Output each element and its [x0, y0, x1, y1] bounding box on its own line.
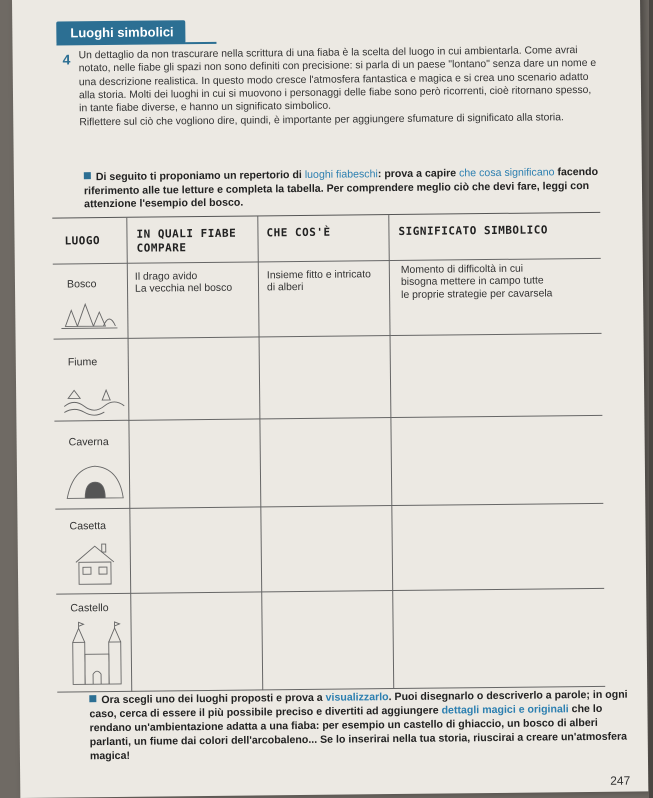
- outro-text-3: che lo rendano un'ambientazione adatta a una fiaba: per esempio un castello di ghiaccio, un bosco di alberi parlanti, un fiume dai colori dell'arcobaleno... Se lo inserirai nella tua storia, riuscirai a creare un'atmosfera magica!: [89, 702, 628, 763]
- table-column-line: [257, 216, 263, 690]
- cave-icon: [63, 462, 127, 503]
- header-cose: CHE COS'È: [266, 225, 331, 240]
- cell-cose-bosco: Insieme fitto e intricato di alberi: [266, 269, 371, 294]
- task-text-2: : prova a capire: [377, 167, 460, 181]
- bullet-icon: [89, 695, 96, 702]
- section-underline: [56, 42, 216, 46]
- table-divider: [54, 333, 602, 340]
- house-icon: [70, 540, 120, 589]
- adjacent-page-edge: [649, 0, 653, 798]
- header-fiabe: IN QUALI FIABE COMPARE: [136, 226, 237, 255]
- exercise-intro: [79, 44, 600, 131]
- table-divider: [54, 415, 602, 422]
- intro-paragraph-2: Riflettere sul ciò che vogliono dire, quindi, è importante per aggiungere sfumature di significato alla storia.: [79, 112, 564, 129]
- intro-paragraph-1: Un dettaglio da non trascurare nella scrittura di una fiaba è la scelta del luogo in cui ambientarla. Come avrai notato, nelle fiabe gli spazi non sono definiti con precisione: si parla di un paese "lontano" senza dare un nome e una descrizione realistica. In questo modo cresce l'atmosfera fantastica e magica e si crea uno scenario adatto alla storia. Molti dei luoghi in cui si muovono i personaggi delle fiabe sono però ricorrenti, cioè ritornano spesso, in tante fiabe diverse, e hanno un significato simbolico.: [78, 45, 597, 115]
- table-column-line: [126, 218, 132, 692]
- forest-icon: [59, 296, 119, 333]
- symbol-table: [52, 212, 605, 693]
- place-bosco: Bosco: [66, 278, 97, 291]
- task-highlight-2: che cosa significano: [459, 166, 555, 180]
- exercise-outro: [89, 688, 630, 764]
- exercise-task: [84, 166, 604, 212]
- exercise-number: 4: [62, 51, 71, 68]
- outro-highlight-1: visualizzarlo: [325, 691, 389, 704]
- task-highlight-1: luoghi fiabeschi: [304, 168, 378, 181]
- cell-fiabe-bosco: Il drago avido La vecchia nel bosco: [134, 271, 233, 296]
- task-text-3: facendo riferimento alle tue letture e completa la tabella. Per comprendere meglio ciò che devi fare, leggi con attenzione l'esempio del bosco.: [83, 165, 599, 211]
- place-fiume: Fiume: [67, 356, 98, 369]
- river-icon: [62, 384, 126, 417]
- section-title: Luoghi simbolici: [56, 20, 186, 44]
- header-luogo: LUOGO: [64, 234, 101, 248]
- outro-highlight-2: dettagli magici e originali: [441, 703, 569, 717]
- outro-text-2: . Puoi disegnarlo o descriverlo a parole; in ogni caso, cerca di essere il più possibile preciso e divertiti ad aggiungere: [89, 688, 628, 721]
- bullet-icon: [84, 172, 91, 179]
- header-significato: SIGNIFICATO SIMBOLICO: [398, 223, 549, 238]
- task-text-1: Di seguito ti proponiamo un repertorio di: [95, 168, 305, 184]
- castle-icon: [66, 618, 127, 689]
- place-caverna: Caverna: [68, 436, 109, 449]
- place-casetta: Casetta: [69, 520, 107, 533]
- textbook-page: [12, 0, 648, 798]
- table-divider: [55, 503, 603, 510]
- place-castello: Castello: [70, 602, 109, 615]
- table-divider: [56, 588, 604, 595]
- page-number: 247: [610, 773, 631, 788]
- table-column-line: [388, 215, 394, 689]
- cell-significato-bosco: Momento di difficoltà in cui bisogna mettere in campo tutte le proprie strategie per cavarsela: [400, 263, 553, 301]
- outro-text-1: Ora scegli uno dei luoghi proposti e prova a: [101, 691, 326, 707]
